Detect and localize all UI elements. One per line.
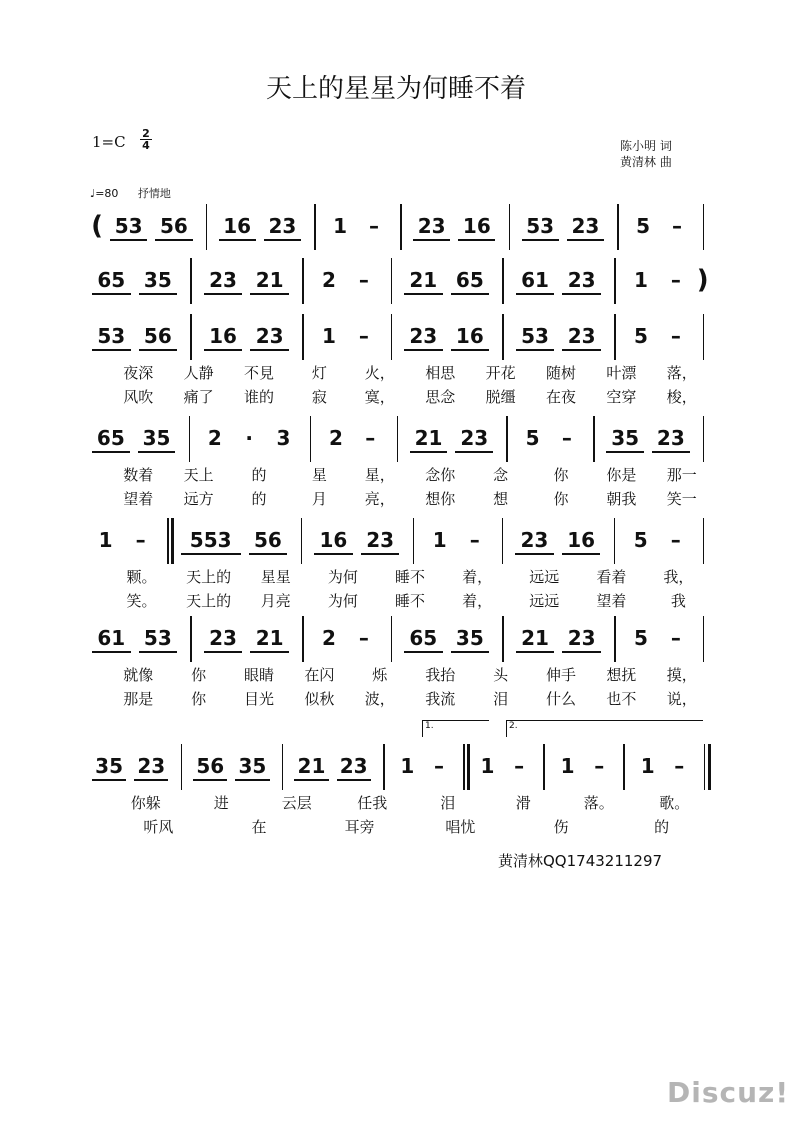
beam-underline (138, 451, 176, 453)
barline (502, 616, 504, 662)
lyric-syllable: 灯 (311, 364, 327, 382)
lyric-syllable: 为何 (327, 592, 358, 610)
barline (703, 314, 705, 360)
dash-note: – (365, 426, 376, 450)
beam-underline (404, 293, 443, 295)
beam-underline (92, 779, 126, 781)
lyric-syllable: 你是 (606, 466, 637, 484)
barline (617, 204, 619, 250)
barline (190, 616, 192, 662)
tempo-value: ♩=80 (90, 187, 119, 200)
note-group: 16 (567, 528, 596, 552)
lyric-syllable: 烁 (372, 666, 388, 684)
lyric-syllable: 星星 (260, 568, 291, 586)
note-group: 2 (322, 626, 336, 650)
lyric-syllable: 寂 (311, 388, 327, 406)
lyric-syllable: 睡不 (394, 592, 425, 610)
note-group: 35 (238, 754, 267, 778)
note-group: 1 (634, 268, 648, 292)
lyric-syllable: 也不 (606, 690, 637, 708)
note-group: 23 (366, 528, 395, 552)
tempo-marking (90, 185, 187, 201)
lyric-syllable: 风吹 (123, 388, 154, 406)
beam-underline (451, 349, 490, 351)
beam-underline (562, 553, 601, 555)
dash-note: – (561, 426, 572, 450)
beam-underline (92, 451, 130, 453)
lyric-syllable: 火， (364, 364, 395, 382)
beam-underline (562, 349, 601, 351)
lyric-syllable: 谁的 (243, 388, 274, 406)
note-group: 553 (189, 528, 232, 552)
lyric-syllable: 我， (663, 568, 694, 586)
beam-underline (92, 349, 131, 351)
barline (400, 204, 402, 250)
lyric-syllable: 着， (462, 592, 493, 610)
beam-underline (516, 651, 555, 653)
note-group: 23 (339, 754, 368, 778)
lyric-syllable: 天上 (183, 466, 214, 484)
lyric-syllable: 歌。 (659, 794, 690, 812)
lyric-syllable: 月 (311, 490, 327, 508)
lyric-syllable: 脱缰 (485, 388, 516, 406)
barline (282, 744, 284, 790)
dash-note: – (358, 268, 369, 292)
time-signature (140, 128, 152, 151)
lyric-syllable: 耳旁 (344, 818, 375, 836)
note-group: 23 (268, 214, 297, 238)
barline (703, 518, 705, 564)
beam-underline (92, 651, 131, 653)
note-group: 2 (207, 426, 222, 450)
barline (623, 744, 625, 790)
beam-underline (139, 349, 178, 351)
volta-second-ending: 2. (506, 720, 703, 737)
barline (593, 416, 595, 462)
lyric-syllable: 摸， (666, 666, 697, 684)
dash-note: – (514, 754, 525, 778)
beam-underline (134, 779, 168, 781)
note-group: 21 (255, 268, 284, 292)
barline (391, 258, 393, 304)
beam-underline (110, 239, 147, 241)
note-group: 2 (322, 268, 336, 292)
beam-underline (606, 451, 644, 453)
note-group: 65 (409, 626, 438, 650)
lyric-syllable: 随树 (545, 364, 576, 382)
lyric-syllable: 那一 (666, 466, 697, 484)
lyric-syllable: 你躲 (130, 794, 161, 812)
note-group: 35 (455, 626, 484, 650)
lyric-syllable: 月亮 (260, 592, 291, 610)
lyric-syllable: 你 (553, 466, 569, 484)
note-group: 1 (640, 754, 655, 778)
lyric-syllable: 目光 (243, 690, 274, 708)
dash-note: – (670, 528, 681, 552)
dash-note: – (135, 528, 146, 552)
lyric-syllable: 落， (666, 364, 697, 382)
note-group: 35 (611, 426, 640, 450)
lyric-syllable: 开花 (485, 364, 516, 382)
note-group: 23 (656, 426, 685, 450)
note-group: 23 (567, 626, 596, 650)
dash-note: – (469, 528, 480, 552)
note-group: 23 (460, 426, 489, 450)
beam-underline (204, 293, 243, 295)
beam-underline (458, 239, 495, 241)
dash-note: – (671, 214, 682, 238)
beam-underline (451, 293, 490, 295)
note-group: ( (91, 211, 103, 241)
lyric-syllable: 你 (191, 666, 207, 684)
lyric-syllable: 你 (191, 690, 207, 708)
lyric-syllable: 想 (493, 490, 509, 508)
beam-underline (204, 651, 243, 653)
lyric-syllable: 似秋 (304, 690, 335, 708)
note-group: 1 (322, 324, 336, 348)
barline (314, 204, 316, 250)
beam-underline (235, 779, 269, 781)
repeat-barline-thick (467, 744, 470, 790)
beam-underline (250, 651, 289, 653)
volta-first-ending: 1. (422, 720, 489, 737)
repeat-barline (704, 744, 706, 790)
lyric-syllable: 为何 (327, 568, 358, 586)
lyricist-credit: 陈小明 词 (620, 139, 672, 153)
lyric-syllable: 念 (493, 466, 509, 484)
key-signature: 1=C (92, 133, 126, 151)
barline (397, 416, 399, 462)
lyric-syllable: 梭， (666, 388, 697, 406)
lyric-syllable: 头 (493, 666, 509, 684)
score-row (0, 721, 792, 863)
note-group: 1 (400, 754, 415, 778)
lyric-syllable: 我 (670, 592, 686, 610)
note-group: 56 (159, 214, 188, 238)
dash-note: – (670, 324, 681, 348)
note-group: 3 (276, 426, 291, 450)
lyric-syllable: 颗。 (126, 568, 157, 586)
note-group: 53 (143, 626, 172, 650)
lyric-syllable: 滑 (515, 794, 531, 812)
beam-underline (92, 293, 131, 295)
note-group: 1 (98, 528, 113, 552)
beam-underline (567, 239, 604, 241)
barline (413, 518, 415, 564)
note-group: 21 (255, 626, 284, 650)
note-group: 23 (571, 214, 600, 238)
barline (502, 258, 504, 304)
lyric-syllable: 泪 (440, 794, 456, 812)
beam-underline (181, 553, 241, 555)
lyric-syllable: 痛了 (183, 388, 214, 406)
beam-underline (249, 553, 288, 555)
lyric-syllable: 相思 (425, 364, 456, 382)
beam-underline (652, 451, 690, 453)
barline (310, 416, 312, 462)
beam-underline (455, 451, 493, 453)
beam-underline (515, 553, 554, 555)
lyric-syllable: 寞， (364, 388, 395, 406)
note-group: 21 (521, 626, 549, 650)
note-group: 16 (223, 214, 252, 238)
lyric-syllable: 任我 (357, 794, 388, 812)
note-group: 5 (636, 214, 650, 238)
barline (181, 744, 183, 790)
barline (703, 416, 705, 462)
barline (703, 616, 705, 662)
repeat-barline-thick (171, 518, 174, 564)
beam-underline (264, 239, 301, 241)
lyric-syllable: 想你 (425, 490, 456, 508)
lyric-syllable: 的 (654, 818, 670, 836)
note-group: 23 (567, 324, 596, 348)
beam-underline (204, 349, 243, 351)
note-group: 5 (633, 528, 648, 552)
dash-note: – (433, 754, 444, 778)
note-group: 35 (143, 268, 172, 292)
note-group: 23 (255, 324, 284, 348)
note-group: 23 (409, 324, 438, 348)
note-group: 56 (196, 754, 225, 778)
meter-bottom: 4 (142, 139, 150, 152)
lyric-syllable: 云层 (281, 794, 312, 812)
beam-underline (314, 553, 353, 555)
lyric-syllable: 什么 (545, 690, 576, 708)
lyric-syllable: 就像 (123, 666, 154, 684)
beam-underline (193, 779, 227, 781)
note-group: 23 (520, 528, 549, 552)
lyric-syllable: 在 (251, 818, 267, 836)
lyric-syllable: 望着 (123, 490, 154, 508)
note-group: 65 (455, 268, 484, 292)
dash-note: – (358, 324, 369, 348)
lyric-syllable: 听风 (143, 818, 174, 836)
lyric-syllable: 亮， (364, 490, 395, 508)
lyric-syllable: 泪 (493, 690, 509, 708)
dash-note: – (670, 626, 681, 650)
lyric-syllable: 笑一 (666, 490, 697, 508)
lyric-syllable: 我流 (425, 690, 456, 708)
note-group: 56 (143, 324, 172, 348)
note-group: 16 (462, 214, 491, 238)
note-group: 2 (329, 426, 343, 450)
meter-top: 2 (142, 127, 150, 140)
note-group: · (245, 426, 253, 450)
note-group: ) (696, 265, 709, 295)
lyric-syllable: 的 (251, 466, 267, 484)
barline (206, 204, 208, 250)
barline (190, 314, 192, 360)
beam-underline (361, 553, 400, 555)
beam-underline (250, 349, 289, 351)
lyric-syllable: 天上的 (186, 568, 232, 586)
lyric-syllable: 天上的 (186, 592, 232, 610)
lyric-syllable: 你 (553, 490, 569, 508)
lyric-syllable: 看着 (596, 568, 627, 586)
note-group: 23 (417, 214, 446, 238)
beam-underline (516, 349, 555, 351)
barline (301, 518, 303, 564)
lyric-syllable: 星 (311, 466, 327, 484)
lyric-syllable: 念你 (425, 466, 456, 484)
beam-underline (294, 779, 328, 781)
note-group: 23 (209, 626, 237, 650)
note-group: 23 (209, 268, 237, 292)
note-group: 1 (560, 754, 575, 778)
beam-underline (516, 293, 555, 295)
lyric-syllable: 朝我 (606, 490, 637, 508)
lyric-syllable: 的 (251, 490, 267, 508)
beam-underline (522, 239, 559, 241)
dash-note: – (594, 754, 605, 778)
lyric-syllable: 夜深 (123, 364, 154, 382)
barline (614, 518, 616, 564)
barline (543, 744, 545, 790)
lyric-syllable: 波， (364, 690, 395, 708)
barline (190, 258, 192, 304)
watermark-logo: Discuz! (667, 1076, 790, 1109)
note-group: 21 (414, 426, 443, 450)
note-group: 53 (97, 324, 126, 348)
lyric-syllable: 我抬 (425, 666, 456, 684)
lyric-syllable: 远方 (183, 490, 214, 508)
note-group: 61 (521, 268, 549, 292)
expression-text: 抒情地 (137, 187, 171, 200)
note-group: 53 (114, 214, 143, 238)
barline (502, 314, 504, 360)
score-row (0, 420, 792, 535)
note-group: 21 (409, 268, 438, 292)
lyric-syllable: 不見 (243, 364, 274, 382)
arranger-signature: 黄清林QQ1743211297 (498, 852, 663, 870)
dash-note: – (674, 754, 685, 778)
lyric-syllable: 落。 (583, 794, 614, 812)
beam-underline (562, 293, 601, 295)
barline (509, 204, 511, 250)
lyric-syllable: 伤 (553, 818, 569, 836)
barline (391, 616, 393, 662)
lyric-syllable: 着， (462, 568, 493, 586)
note-group: 65 (97, 268, 126, 292)
note-group: 16 (209, 324, 237, 348)
lyric-syllable: 睡不 (394, 568, 425, 586)
note-group: 23 (137, 754, 166, 778)
note-group: 5 (525, 426, 540, 450)
composer-credit: 黄清林 曲 (620, 155, 672, 169)
note-group: 56 (254, 528, 282, 552)
dash-note: – (670, 268, 681, 292)
beam-underline (404, 651, 443, 653)
lyric-syllable: 思念 (425, 388, 456, 406)
barline (302, 314, 304, 360)
beam-underline (413, 239, 450, 241)
note-group: 35 (95, 754, 123, 778)
note-group: 23 (567, 268, 596, 292)
barline (302, 258, 304, 304)
note-group: 1 (480, 754, 495, 778)
note-group: 1 (432, 528, 447, 552)
lyric-syllable: 远远 (529, 592, 560, 610)
score-row (0, 620, 792, 735)
lyric-syllable: 笑。 (126, 592, 157, 610)
barline (502, 518, 504, 564)
barline (302, 616, 304, 662)
lyric-syllable: 进 (213, 794, 229, 812)
beam-underline (219, 239, 256, 241)
song-title: 天上的星星为何睡不着 (265, 74, 526, 104)
barline (383, 744, 385, 790)
lyric-syllable: 说， (666, 690, 697, 708)
beam-underline (139, 651, 178, 653)
lyric-syllable: 空穿 (606, 388, 637, 406)
lyric-syllable: 唱忧 (445, 818, 476, 836)
lyric-syllable: 数着 (123, 466, 154, 484)
lyric-syllable: 望着 (596, 592, 627, 610)
lyric-syllable: 叶漂 (606, 364, 637, 382)
repeat-barline (463, 744, 465, 790)
barline (189, 416, 191, 462)
lyric-syllable: 想抚 (606, 666, 637, 684)
lyric-syllable: 星， (364, 466, 395, 484)
lyric-syllable: 远远 (529, 568, 560, 586)
beam-underline (139, 293, 178, 295)
note-group: 16 (455, 324, 484, 348)
note-group: 5 (634, 626, 648, 650)
lyric-syllable: 那是 (123, 690, 154, 708)
beam-underline (155, 239, 192, 241)
beam-underline (410, 451, 448, 453)
lyric-syllable: 在闪 (304, 666, 335, 684)
note-group: 16 (319, 528, 348, 552)
note-group: 5 (634, 324, 648, 348)
dash-note: – (368, 214, 379, 238)
lyric-syllable: 在夜 (545, 388, 576, 406)
note-group: 65 (96, 426, 125, 450)
repeat-barline-thick (708, 744, 711, 790)
note-group: 35 (142, 426, 171, 450)
barline (614, 314, 616, 360)
beam-underline (562, 651, 601, 653)
barline (614, 616, 616, 662)
lyric-syllable: 伸手 (545, 666, 576, 684)
dash-note: – (358, 626, 369, 650)
barline (506, 416, 508, 462)
beam-underline (337, 779, 371, 781)
beam-underline (404, 349, 443, 351)
barline (614, 258, 616, 304)
lyric-syllable: 眼睛 (243, 666, 274, 684)
repeat-barline (167, 518, 169, 564)
note-group: 53 (526, 214, 555, 238)
note-group: 53 (521, 324, 549, 348)
lyric-syllable: 人静 (183, 364, 214, 382)
barline (703, 204, 705, 250)
beam-underline (451, 651, 490, 653)
barline (391, 314, 393, 360)
note-group: 61 (97, 626, 126, 650)
beam-underline (250, 293, 289, 295)
note-group: 21 (297, 754, 326, 778)
note-group: 1 (333, 214, 348, 238)
